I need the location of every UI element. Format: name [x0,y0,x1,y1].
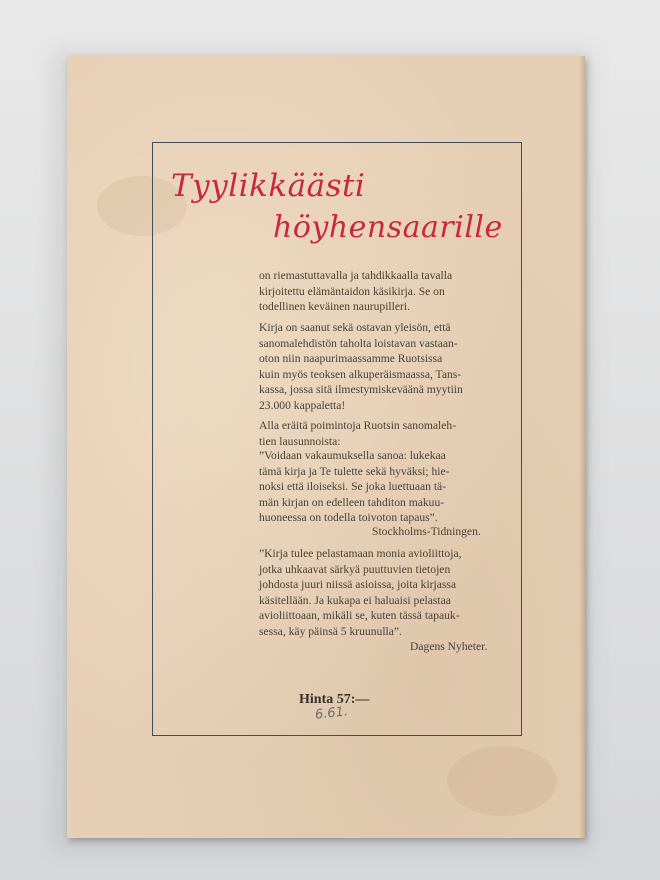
paragraph-intro [259,268,507,315]
text-line: oton niin naapurimaassamme Ruotsissa [259,352,443,366]
text-line: jotka uhkaavat särkyä puuttuvien tietojen [259,562,451,576]
text-line: Alla eräitä poimintoja Ruotsin sanomaleh- [259,419,457,432]
text-line: avioliittoaan, mikäli se, kuten tässä tapauk- [259,609,460,623]
book-back-cover [67,56,585,838]
text-line: kassa, jossa sitä ilmestymiskeväänä myytiin [259,383,463,397]
text-line: män kirjan on edelleen tahditon makuu- [259,495,445,509]
title-line-2: höyhensaarille [273,210,503,245]
text-line: Kirja on saanut sekä ostavan yleisön, että [259,321,451,334]
paragraph-reception [259,320,507,414]
price-label: Hinta 57:— [299,692,370,707]
text-line: kirjoitettu elämäntaidon käsikirja. Se on [259,284,445,298]
text-line: johdosta juuri niissä asioissa, joita kirjassa [259,578,457,592]
text-line: ”Voidaan vakaumuksella sanoa: lukekaa [259,449,446,462]
quote-dagens-nyheter [259,546,507,640]
text-line: kuin myös teoksen alkuperäismaassa, Tans- [259,367,462,381]
paragraph-excerpts-intro [259,418,507,449]
handwritten-note: 6.61. [314,704,349,723]
text-line: todellinen keväinen naurupilleri. [259,300,410,314]
text-line: tien lausunnoista: [259,434,341,448]
text-line: noksi että iloiseksi. Se joka luettuaan tä- [259,480,447,494]
cover-edge [579,56,585,838]
text-line: huoneessa on todella toivoton tapaus”. [259,511,438,525]
text-line: käsitellään. Ja kukapa ei haluaisi pelastaa [259,593,451,607]
text-line: sanomalehdistön taholta loistavan vastaan- [259,336,458,350]
paper-stain [447,746,557,816]
quote-source: Stockholms-Tidningen. [372,525,481,538]
text-line: on riemastuttavalla ja tahdikkaalla tavalla [259,269,453,282]
text-line: tämä kirja ja Te tulette sekä hyväksi; hie- [259,464,450,478]
quote-stockholms-tidningen [259,448,507,526]
text-line: sessa, käy päinsä 5 kruunulla”. [259,624,402,638]
title-line-1: Tyylikkäästi [171,168,366,204]
quote-source: Dagens Nyheter. [410,640,488,653]
text-line: 23.000 kappaletta! [259,398,346,412]
text-line: ”Kirja tulee pelastamaan monia avioliittoja, [259,547,462,560]
